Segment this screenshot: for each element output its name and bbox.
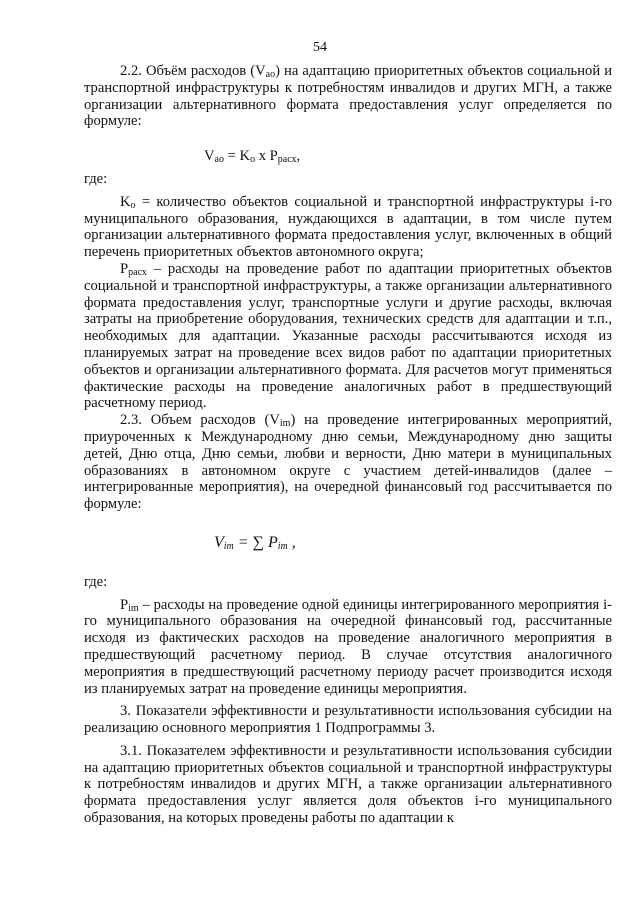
- formula-vao: [204, 148, 612, 165]
- subscript: im: [279, 418, 291, 430]
- subscript: im: [128, 602, 139, 614]
- subscript: о: [250, 154, 256, 166]
- formula-symbol: V: [214, 533, 224, 551]
- formula-symbol: ,: [287, 533, 296, 551]
- definition-pim: [84, 597, 612, 698]
- subscript: ао: [214, 154, 224, 166]
- section-3-heading: 3. Показатели эффективности и результативности использования субсидии на реализацию основного мероприятия 1 Подпрограммы 3.: [84, 703, 612, 737]
- paragraph-2-2: [84, 63, 612, 130]
- formula-symbol: x P: [255, 148, 278, 165]
- formula-vim: [214, 535, 612, 552]
- formula-symbol: = ∑ P: [233, 533, 278, 551]
- text: – расходы на проведение работ по адаптации приоритетных объектов социальной и транспортной инфраструктуры, а также организации альтернативного формата предоставления услуг, транспортные услуги и другие расходы, включая затраты на приобретение оборудования, технических средств для адаптации и т.п., необходимых для адаптации. Указанные расходы рассчитываются исходя из планируемых затрат на проведение всех видов работ по адаптации приоритетных объектов и организации альтернативного формата. Для расчетов могут применяться фактические расходы на проведение аналогичных работ в предшествующий расчетному период.: [84, 260, 612, 412]
- text: ) на адаптацию приоритетных объектов социальной и транспортной инфраструктуры к потребностям инвалидов и других МГН, а также организации альтернативного формата предоставления услуг определяется по формуле:: [84, 63, 613, 130]
- formula-symbol: ,: [296, 148, 301, 165]
- paragraph-3-1: 3.1. Показателем эффективности и результативности использования субсидии на адаптацию приоритетных объектов социальной и транспортной инфраструктуры к потребностям инвалидов и других МГН, а также организации альтернативного формата предоставления услуг является доля объектов i-го муниципального образования, на которых проведены работы по адаптации к: [84, 742, 612, 827]
- document-body: [84, 63, 612, 827]
- formula-symbol: = K: [224, 148, 251, 165]
- where-label: где:: [84, 573, 108, 590]
- text: 2.3. Объем расходов (V: [120, 412, 280, 429]
- subscript: im: [223, 540, 234, 552]
- page-number: 54: [313, 40, 327, 55]
- subscript: о: [130, 199, 136, 211]
- text: – расходы на проведение одной единицы интегрированного мероприятия i-го муниципального образования на очередной финансовый год, рассчитанные исходя из фактических расходов на проведение аналогичного мероприятия в предшествующий расчетному период. В случае отсутствия аналогичного мероприятия в предшествующий расчетному периоду расчет производится исходя из планируемых затрат на проведение единицы мероприятия.: [84, 596, 612, 697]
- definition-ko: [84, 194, 612, 261]
- text: Р: [120, 260, 129, 277]
- text: K: [120, 193, 131, 210]
- text: P: [120, 596, 129, 613]
- subscript: im: [277, 540, 288, 552]
- subscript: ао: [265, 69, 276, 80]
- formula-symbol: V: [204, 148, 215, 165]
- subscript: расх: [128, 266, 147, 278]
- subscript: расх: [277, 154, 297, 166]
- where-label: где:: [84, 170, 108, 187]
- text: = количество объектов социальной и транспортной инфраструктуры i-го муниципального образования, нуждающихся в адаптации, в том числе путем организации альтернативного формата предоставления услуг, включенных в общий перечень приоритетных объектов автономного округа;: [84, 193, 612, 261]
- definition-prash: [84, 261, 612, 412]
- text: 2.2. Объём расходов (V: [120, 63, 266, 79]
- text: ) на проведение интегрированных мероприятий, приуроченных к Международному дню семьи, Международному дню защиты детей, Дню отца, Дню семьи, любви и верности, Дню матери в муниципальных образованиях в автономном округе с участием детей-инвалидов (далее – интегрированные мероприятия), на очередной финансовый год рассчитывается по формуле:: [84, 412, 612, 513]
- paragraph-2-3: [84, 412, 612, 513]
